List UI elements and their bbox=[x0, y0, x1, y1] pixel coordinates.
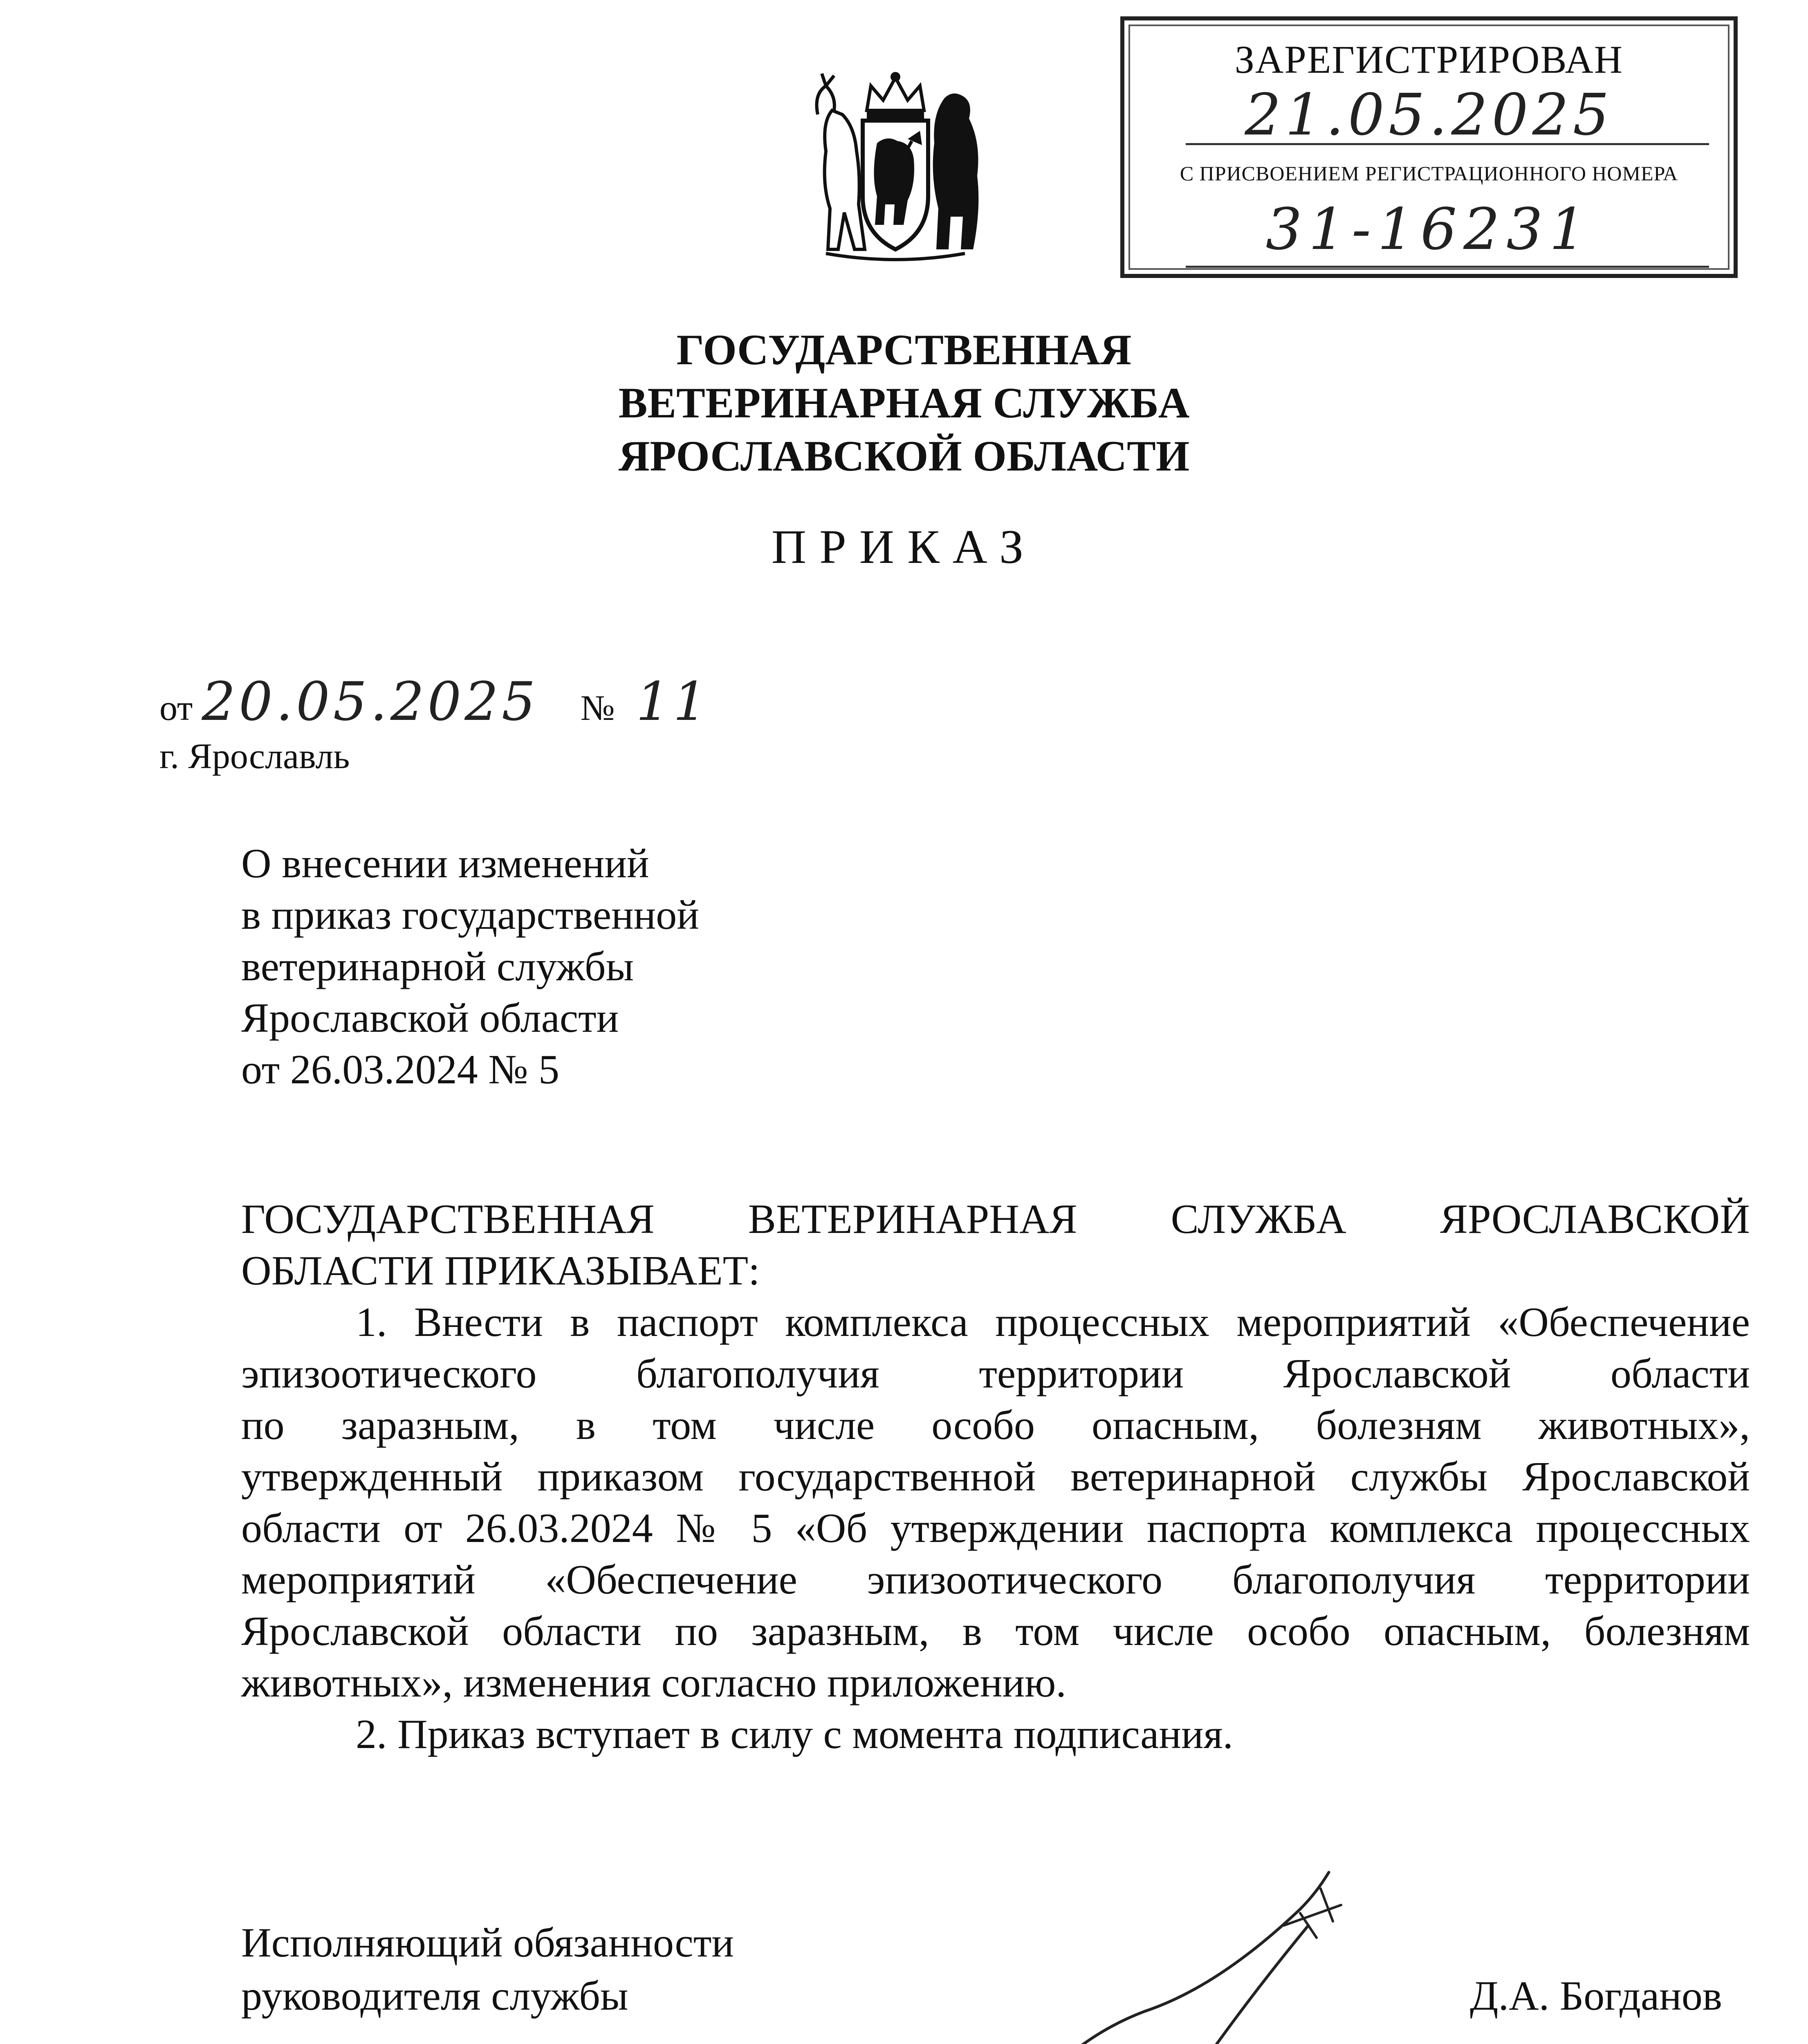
signer-position-line-2: руководителя службы bbox=[241, 1973, 628, 2019]
handwritten-number: 11 bbox=[636, 670, 711, 733]
paragraph-1-line: утвержденный приказом государственной ветеринарной службы Ярославской bbox=[241, 1454, 1750, 1500]
subject-line: О внесении изменений bbox=[241, 840, 649, 887]
stamp-date: 21.05.2025 bbox=[1245, 82, 1613, 148]
paragraph-1-line: эпизоотического благополучия территории Ярославской области bbox=[241, 1351, 1750, 1397]
org-name-line-2: ВЕТЕРИНАРНАЯ СЛУЖБА bbox=[618, 379, 1190, 427]
handwritten-signature bbox=[973, 1864, 1390, 2044]
subject-line: от 26.03.2024 № 5 bbox=[241, 1047, 560, 1093]
paragraph-2: 2. Приказ вступает в силу с момента подписания. bbox=[356, 1711, 1233, 1757]
handwritten-date: 20.05.2025 bbox=[202, 670, 539, 733]
stamp-divider-bottom bbox=[1186, 266, 1709, 268]
paragraph-1-line: области от 26.03.2024 № 5 «Об утверждении паспорта комплекса процессных bbox=[241, 1505, 1750, 1551]
subject-line: в приказ государственной bbox=[241, 892, 699, 938]
date-number-row bbox=[159, 670, 710, 733]
stamp-divider-top bbox=[1186, 143, 1709, 145]
paragraph-1-line: мероприятий «Обеспечение эпизоотического благополучия территории bbox=[241, 1557, 1750, 1603]
signer-position-line-1: Исполняющий обязанности bbox=[241, 1920, 734, 1966]
city: г. Ярославль bbox=[159, 737, 350, 776]
registration-stamp bbox=[1120, 16, 1738, 278]
subject-line: Ярославской области bbox=[241, 995, 619, 1041]
signer-name: Д.А. Богданов bbox=[1470, 1973, 1722, 2019]
org-name-line-1: ГОСУДАРСТВЕННАЯ bbox=[676, 326, 1132, 374]
document-type: ПРИКАЗ bbox=[771, 520, 1037, 574]
paragraph-1-line: животных», изменения согласно приложению. bbox=[241, 1660, 1066, 1706]
subject-line: ветеринарной службы bbox=[241, 944, 634, 990]
preamble-line-2: ОБЛАСТИ ПРИКАЗЫВАЕТ: bbox=[241, 1248, 760, 1294]
number-prefix: № bbox=[580, 688, 615, 728]
stamp-title: ЗАРЕГИСТРИРОВАН bbox=[1234, 38, 1624, 81]
preamble-line-1: ГОСУДАРСТВЕННАЯ ВЕТЕРИНАРНАЯ СЛУЖБА ЯРОСЛАВСКОЙ bbox=[241, 1196, 1750, 1242]
paragraph-1-line: по заразным, в том числе особо опасным, болезням животных», bbox=[241, 1402, 1750, 1448]
date-prefix: от bbox=[159, 688, 193, 728]
paragraph-1-line: Ярославской области по заразным, в том числе особо опасным, болезням bbox=[241, 1608, 1750, 1654]
org-name-line-3: ЯРОСЛАВСКОЙ ОБЛАСТИ bbox=[618, 432, 1190, 480]
paragraph-1-line: 1. Внести в паспорт комплекса процессных мероприятий «Обеспечение bbox=[356, 1299, 1750, 1345]
stamp-subtitle: С ПРИСВОЕНИЕМ РЕГИСТРАЦИОННОГО НОМЕРА bbox=[1180, 162, 1678, 185]
stamp-number: 31-16231 bbox=[1265, 196, 1593, 263]
coat-of-arms-icon bbox=[789, 61, 1002, 274]
